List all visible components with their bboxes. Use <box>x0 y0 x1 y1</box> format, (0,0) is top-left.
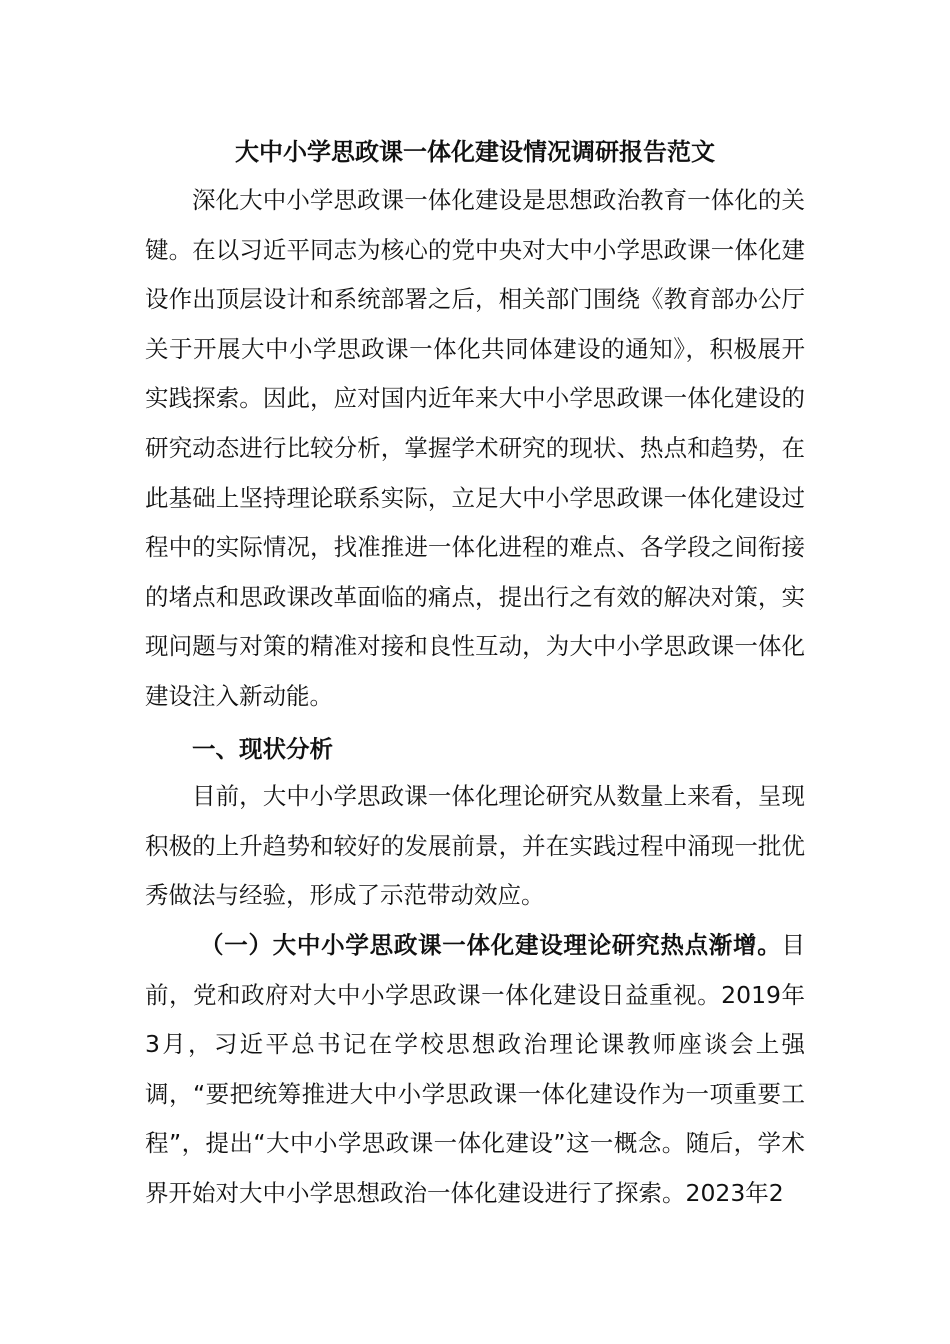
document-title: 大中小学思政课一体化建设情况调研报告范文 <box>235 138 715 166</box>
subsection-text: 目前，党和政府对大中小学思政课一体化建设日益重视。2019年3月，习近平总书记在学校思想政治理论课教师座谈会上强调，“要把统筹推进大中小学思政课一体化建设作为一项重要工程”，提出“大中小学思政课一体化建设”这一概念。随后，学术界开始对大中小学思想政治一体化建设进行了探索。2023年2 <box>145 931 805 1207</box>
intro-paragraph: 深化大中小学思政课一体化建设是思想政治教育一体化的关键。在以习近平同志为核心的党中央对大中小学思政课一体化建设作出顶层设计和系统部署之后，相关部门围绕《教育部办公厅关于开展大中小学思政课一体化共同体建设的通知》，积极展开实践探索。因此，应对国内近年来大中小学思政课一体化建设的研究动态进行比较分析，掌握学术研究的现状、热点和趋势，在此基础上坚持理论联系实际，立足大中小学思政课一体化建设过程中的实际情况，找准推进一体化进程的难点、各学段之间衔接的堵点和思政课改革面临的痛点，提出行之有效的解决对策，实现问题与对策的精准对接和良性互动，为大中小学思政课一体化建设注入新动能。 <box>145 186 805 710</box>
section-heading: 一、现状分析 <box>192 735 333 763</box>
subsection-paragraph <box>145 921 805 1219</box>
section-paragraph: 目前，大中小学思政课一体化理论研究从数量上来看，呈现积极的上升趋势和较好的发展前景，并在实践过程中涌现一批优秀做法与经验，形成了示范带动效应。 <box>145 782 805 910</box>
subsection-heading: （一）大中小学思政课一体化建设理论研究热点渐增。 <box>200 931 782 959</box>
